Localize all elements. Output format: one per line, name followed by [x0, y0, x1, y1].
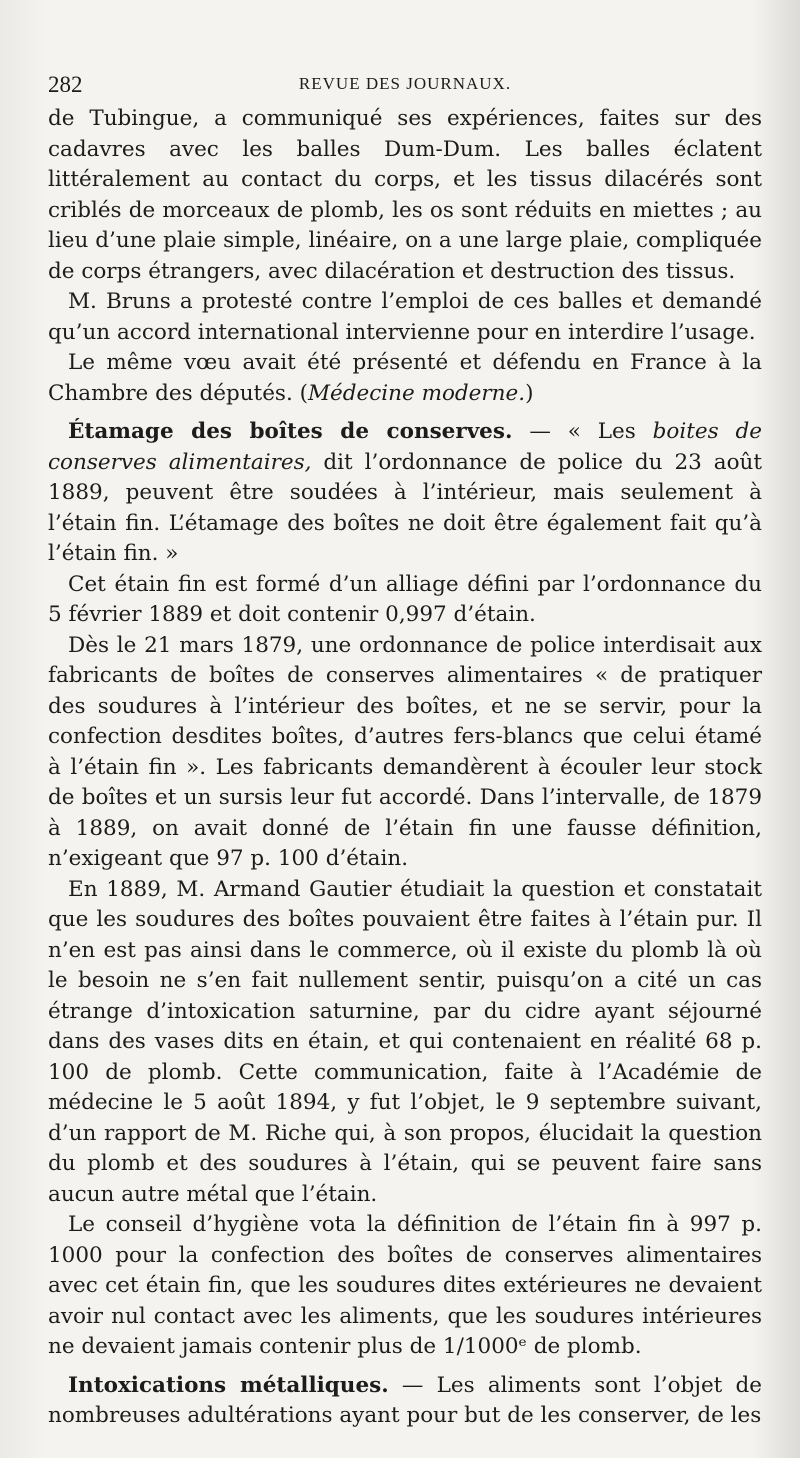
paragraph-conseil-hygiene: Le conseil d’hygiène vota la définition de l’étain fin à 997 p. 1000 pour la confection des boîtes de conserves alimentaires avec cet étain fin, que les soudures dites extérieures ne devaient avoir nul contact avec les aliments, que les soudures intérieures ne devaient jamais contenir plus de 1/1000ᵉ de plomb.: [48, 1212, 762, 1359]
paragraph-text: — « Les: [512, 419, 653, 444]
paragraph-bullet-experiments: de Tubingue, a communiqué ses expériences, faites sur des cadavres avec les balles Dum-Dum. Les balles éclatent littéralement au contact du corps, et les tissus dilacérés sont criblés de morceaux de plomb, les os sont réduits en miettes ; au lieu d’une plaie simple, linéaire, on a une large plaie, compliquée de corps étrangers, avec dilacération et destruction des tissus.: [48, 106, 762, 284]
source-citation: Médecine moderne.: [308, 380, 526, 406]
section-intoxications: [48, 1371, 762, 1432]
section-title: Étamage des boîtes de conserves.: [68, 419, 513, 444]
paragraph-etain-fin-definition: Cet étain fin est formé d’un alliage défini par l’ordonnance du 5 février 1889 et doit contenir 0,997 d’étain.: [48, 571, 762, 627]
page-header: [48, 64, 762, 104]
running-head: REVUE DES JOURNAUX.: [298, 74, 512, 93]
italic-phrase: boites de conserves alimentaires,: [48, 419, 762, 475]
section-title: Intoxications métalliques.: [68, 1372, 389, 1398]
section-etamage: [48, 417, 762, 570]
article-body: [48, 104, 762, 1432]
paragraph-text: ): [525, 380, 534, 406]
paragraph-bruns-protest: M. Bruns a protesté contre l’emploi de ces balles et demandé qu’un accord international intervienne pour en interdire l’usage.: [48, 289, 762, 345]
paragraph-chambre-deputes: [48, 348, 762, 409]
paragraph-ordonnance-1879: Dès le 21 mars 1879, une ordonnance de police interdisait aux fabricants de boîtes de conserves alimentaires « de pratiquer des soudures à l’intérieur des boîtes, et ne se servir, pour la confection desdites boîtes, d’autres fers-blancs que celui étamé à l’étain fin ». Les fabricants demandèrent à écouler leur stock de boîtes et un sursis leur fut accordé. Dans l’intervalle, de 1879 à 1889, on avait donné de l’étain fin une fausse définition, n’exigeant que 97 p. 100 d’étain.: [48, 632, 762, 871]
page-number: 282: [48, 72, 83, 97]
paragraph-gautier-1889: En 1889, M. Armand Gautier étudiait la question et constatait que les soudures des boîtes pouvaient être faites à l’étain pur. Il n’en est pas ainsi dans le commerce, où il existe du plomb là où le besoin ne s’en fait nullement sentir, puisqu’on a cité un cas étrange d’intoxication saturnine, par du cidre ayant séjourné dans des vases dits en étain, et qui contenaient en réalité 68 p. 100 de plomb. Cette communication, faite à l’Académie de médecine le 5 août 1894, y fut l’objet, le 9 septembre suivant, d’un rapport de M. Riche qui, à son propos, élucidait la question du plomb et des soudures à l’étain, qui se peuvent faire sans aucun autre métal que l’étain.: [48, 876, 762, 1207]
paragraph-text: — Les aliments sont l’objet de nombreuses adultérations ayant pour but de les conserver, de les: [48, 1372, 763, 1428]
paragraph-text: dit l’ordonnance de police du 23 août 1889, peuvent être soudées à l’intérieur, mais seulement à l’étain fin. L’étamage des boîtes ne doit être également fait qu’à l’étain fin. »: [48, 449, 763, 566]
paragraph-text: Le même vœu avait été présenté et défendu en France à la Chambre des députés. (: [48, 350, 762, 406]
